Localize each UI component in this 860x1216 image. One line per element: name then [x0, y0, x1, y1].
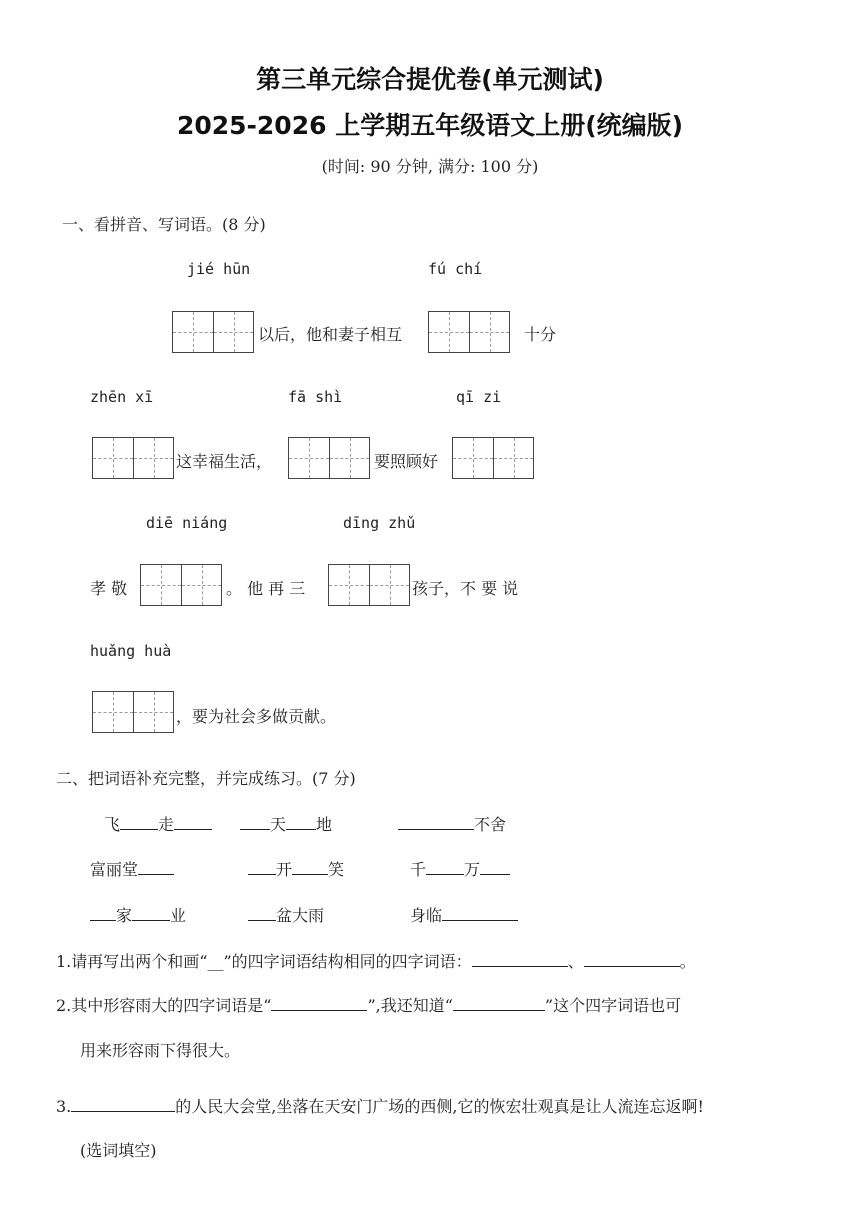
- title-line-2: 2025-2026 上学期五年级语文上册(统编版): [176, 111, 684, 140]
- answer-blank[interactable]: [174, 813, 212, 830]
- question-2-line2: 用来形容雨下得很大。: [80, 1041, 241, 1060]
- answer-blank[interactable]: [138, 858, 174, 875]
- pinyin: zhēn xī: [90, 388, 154, 406]
- sentence-text: 这幸福生活，: [176, 452, 273, 471]
- answer-blank[interactable]: [480, 858, 510, 875]
- answer-blank[interactable]: [292, 858, 328, 875]
- writing-box[interactable]: [92, 691, 174, 733]
- sentence-text: 孩子，不 要 说: [412, 579, 519, 598]
- writing-box[interactable]: [172, 311, 254, 353]
- sentence-text: 孝 敬: [90, 579, 128, 598]
- pinyin: jié hūn: [187, 260, 251, 278]
- answer-blank[interactable]: [442, 904, 518, 921]
- answer-blank[interactable]: [120, 813, 158, 830]
- sentence-text: ，要为社会多做贡献。: [176, 707, 337, 726]
- answer-blank[interactable]: [90, 904, 116, 921]
- question-3: 3. 的人民大会堂,坐落在天安门广场的西侧,它的恢宏壮观真是让人流连忘返啊!: [56, 1097, 704, 1116]
- writing-box[interactable]: [452, 437, 534, 479]
- answer-blank[interactable]: [453, 994, 545, 1011]
- sentence-text: 。 他 再 三: [226, 579, 306, 598]
- answer-blank[interactable]: [271, 994, 367, 1011]
- answer-blank[interactable]: [132, 904, 170, 921]
- answer-blank[interactable]: [248, 904, 276, 921]
- answer-blank[interactable]: [584, 950, 680, 967]
- section2-heading: 二、把词语补充完整，并完成练习。(7 分): [56, 769, 356, 788]
- idiom-fill: 飞 走: [104, 812, 212, 835]
- writing-box[interactable]: [92, 437, 174, 479]
- answer-blank[interactable]: [472, 950, 568, 967]
- answer-blank[interactable]: [398, 813, 474, 830]
- exam-info: (时间: 90 分钟, 满分: 100 分): [321, 157, 539, 176]
- pinyin: dīng zhǔ: [343, 514, 416, 532]
- question-1: 1.请再写出两个和画“__”的四字词语结构相同的四字词语： 、 。: [56, 952, 696, 971]
- idiom-fill: 盆大雨: [248, 903, 324, 926]
- answer-blank[interactable]: [240, 813, 270, 830]
- pinyin: fú chí: [428, 260, 483, 278]
- pinyin: diē niáng: [146, 514, 228, 532]
- sentence-text: 以后，他和妻子相互: [258, 325, 403, 344]
- writing-box[interactable]: [288, 437, 370, 479]
- pinyin: fā shì: [288, 388, 343, 406]
- question-2: 2.其中形容雨大的四字词语是“ ”,我还知道“ ”这个四字词语也可: [56, 996, 682, 1015]
- answer-blank[interactable]: [248, 858, 276, 875]
- idiom-fill: 天 地: [240, 812, 332, 835]
- idiom-fill: 千 万: [410, 857, 510, 880]
- answer-blank[interactable]: [286, 813, 316, 830]
- answer-blank[interactable]: [426, 858, 464, 875]
- idiom-fill: 身临: [410, 903, 518, 926]
- section1-heading: 一、看拼音、写词语。(8 分): [62, 215, 266, 234]
- pinyin: huǎng huà: [90, 642, 172, 660]
- writing-box[interactable]: [328, 564, 410, 606]
- idiom-fill: 不舍: [398, 812, 506, 835]
- idiom-fill: 家 业: [90, 903, 186, 926]
- title-line-1: 第三单元综合提优卷(单元测试): [256, 65, 604, 94]
- idiom-fill: 开 笑: [248, 857, 344, 880]
- writing-box[interactable]: [140, 564, 222, 606]
- idiom-fill: 富丽堂: [90, 857, 174, 880]
- sentence-text: 十分: [524, 325, 557, 344]
- sentence-text: 要照顾好: [374, 452, 439, 471]
- answer-blank[interactable]: [71, 1095, 175, 1112]
- pinyin: qī zi: [456, 388, 502, 406]
- question-3-note: (选词填空): [80, 1141, 157, 1160]
- writing-box[interactable]: [428, 311, 510, 353]
